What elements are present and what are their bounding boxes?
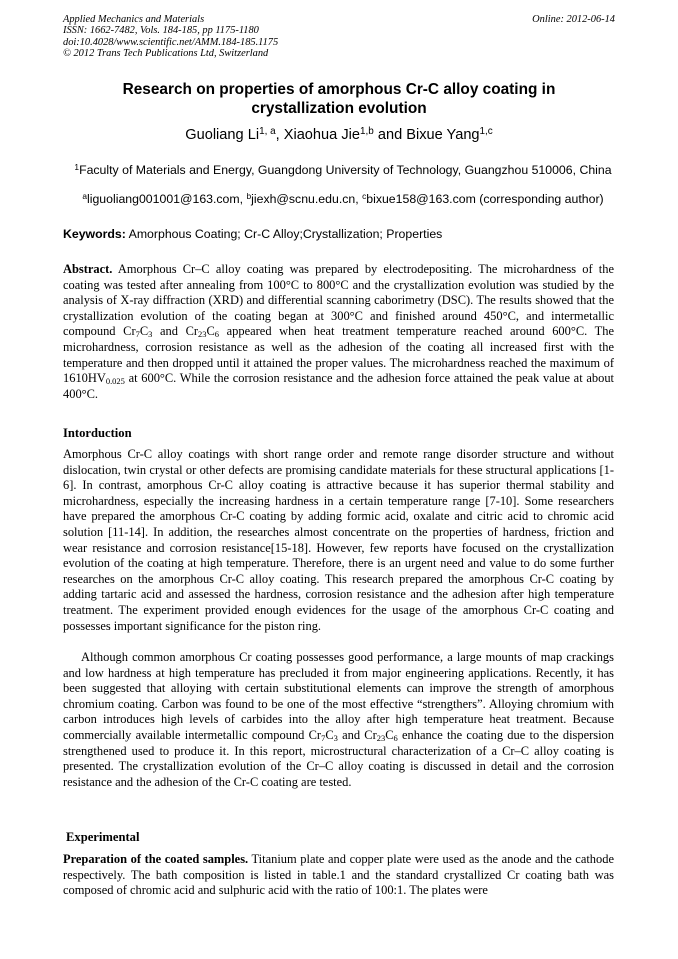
abstract-text: and Cr	[152, 324, 199, 339]
experimental-paragraph	[63, 852, 614, 899]
abstract-text: Amorphous Cr–C alloy coating was prepared by electrodepositing. The microhardness of the coating was tested after annealing from 100°C to 800°C and the crystallization evolution was studied by the analysis of X-ray diffraction (XRD) and differential scanning caborimetry (DSC). The results showed that the crystallization evolution of the coating began at 300°C and finished around 450°C, and intermetallic compound Cr	[63, 262, 614, 339]
author-2-mark: 1,b	[360, 126, 374, 138]
author-list	[63, 126, 615, 144]
subscript: 23	[198, 329, 207, 340]
subscript: 6	[393, 733, 398, 744]
keywords-text: Amorphous Coating; Cr-C Alloy;Crystallization; Properties	[125, 227, 443, 241]
affiliation	[63, 163, 623, 178]
paragraph-text: and Cr	[337, 727, 377, 742]
paragraph-text: enhance the coating due to the dispersion strengthened used to produce it. In this report, microstructural characterization of a Cr–C alloy coating is presented. The crystallization evolution of the Cr–C alloy coating is discussed in detail and the corrosion resistance and the adhesion of the Cr-C coating are tested.	[63, 727, 614, 789]
introduction-paragraph-1: Amorphous Cr-C alloy coatings with short range order and remote range disorder structure and without dislocation, twin crystal or other defects are promising candidate materials for these structural applications [1-6]. In contrast, amorphous Cr-C alloy coating is attractive because it has superior thermal stability and microhardness, especially the increasing hardness in a certain temperature range [7-10]. Some researchers have prepared the amorphous Cr-C coating by adding formic acid, oxalate and citric acid to chromic acid solution [11-14]. In addition, the researches almost concentrate on the properties of hardness, friction and wear resistance and corrosion resistance[15-18]. However, few reports have focused on the crystallization evolution of the coating at high temperature. Therefore, there is an urgent need and value to do some further researches on the amorphous Cr-C alloy coating. This research prepared the amorphous Cr-C coating by adding tartaric acid and assessed the hardness, corrosion resistance and the adhesion after high temperature treatment. The experiment provided enough evidences for the usage of the amorphous Cr-C coating and possesses important significance for the piston ring.	[63, 447, 614, 633]
paper-title	[63, 81, 615, 118]
abstract-text: at 600°C. While the corrosion resistance and the adhesion force attained the peak value at about 400°C.	[63, 371, 614, 401]
email-mark-a: a	[82, 190, 87, 201]
abstract-text: C	[139, 324, 149, 339]
abstract-label: Abstract.	[63, 262, 113, 276]
subscript: 0.025	[105, 376, 125, 387]
abstract	[63, 262, 614, 402]
introduction-paragraph-2	[63, 650, 614, 790]
affiliation-text: Faculty of Materials and Energy, Guangdong University of Technology, Guangzhou 510006, China	[79, 163, 612, 177]
paragraph-text: C	[385, 727, 394, 742]
author-1-mark: 1, a	[259, 126, 276, 138]
title-line-2: crystallization evolution	[251, 99, 427, 117]
keywords	[63, 227, 615, 242]
author-separator: and	[373, 127, 407, 143]
subscript: 6	[214, 329, 220, 340]
email-list	[63, 192, 623, 207]
author-1: Guoliang Li	[185, 127, 260, 143]
email-b: jiexh@scnu.edu.cn,	[251, 192, 363, 206]
email-mark-b: b	[246, 190, 252, 201]
journal-name: Applied Mechanics and Materials	[63, 14, 205, 25]
author-3-mark: 1,c	[479, 126, 493, 138]
journal-header	[63, 14, 615, 59]
email-mark-c: c	[362, 190, 367, 201]
paragraph-text: C	[325, 727, 334, 742]
author-3: Bixue Yang	[406, 127, 480, 143]
subscript: 3	[333, 733, 338, 744]
email-a: liguoliang001001@163.com,	[87, 192, 247, 206]
subscript: 7	[135, 329, 140, 340]
experimental-subheading: Preparation of the coated samples.	[63, 852, 249, 866]
author-separator: ,	[275, 127, 284, 143]
title-line-1: Research on properties of amorphous Cr-C alloy coating in	[122, 81, 556, 98]
experimental-text: Titanium plate and copper plate were used as the anode and the cathode respectively. The bath composition is listed in table.1 and the standard crystallized Cr coating bath was composed of chromic acid and sulphuric acid with the ratio of 100:1. The plates were	[63, 852, 614, 898]
keywords-label: Keywords:	[63, 227, 126, 241]
online-date: Online: 2012-06-14	[532, 14, 615, 25]
affiliation-mark: 1	[74, 161, 80, 172]
doi-line: doi:10.4028/www.scientific.net/AMM.184-185.1175	[63, 36, 279, 48]
subscript: 23	[376, 733, 386, 744]
abstract-text: C	[206, 324, 215, 339]
issn-line: ISSN: 1662-7482, Vols. 184-185, pp 1175-1180	[63, 25, 259, 37]
paragraph-text: Although common amorphous Cr coating possesses good performance, a large mounts of map crackings and low hardness at high temperature has precluded it from major engineering applications. Recently, it has been suggested that alloying with certain substitutional elements can improve the strength of amorphous chromium coating. Carbon was found to be one of the most effective “strengthers”. Alloying chromium with carbon introduces high levels of carbides into the alloy after high temperature heat treatment. Because commercially available intermetallic compound Cr	[63, 650, 614, 742]
email-c: bixue158@163.com (corresponding author)	[366, 192, 604, 206]
author-2: Xiaohua Jie	[283, 127, 360, 143]
experimental-heading: Experimental	[66, 830, 140, 844]
copyright-line: © 2012 Trans Tech Publications Ltd, Switzerland	[63, 47, 269, 59]
introduction-heading: Intorduction	[63, 426, 132, 440]
subscript: 7	[321, 733, 326, 744]
subscript: 3	[148, 329, 153, 340]
abstract-text: appeared when heat treatment temperature reached around 600°C. The microhardness, corrosion resistance as well as the adhesion of the coating all increased first with the temperature and then dropped until it attained the proper values. The microhardness reached the maximum of 1610HV	[63, 324, 614, 386]
